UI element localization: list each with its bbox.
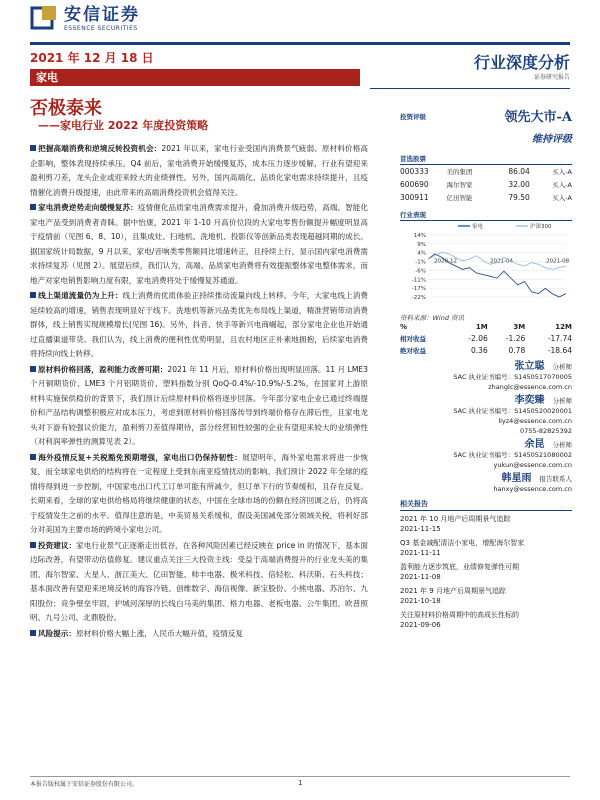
chart-title: 行业表现 bbox=[400, 210, 572, 221]
rating-value: 领先大市-A bbox=[504, 110, 572, 125]
y-tick-label: 14% bbox=[413, 233, 426, 239]
analyst-header bbox=[400, 474, 572, 484]
chart-source: 资料来源：Wind 资讯 bbox=[400, 314, 465, 322]
analyst-sac: SAC 执业证书编号：S1450521080002 bbox=[453, 451, 572, 459]
related-title: 盈利能力逐步筑底，业绩修复弹性可期 bbox=[400, 563, 519, 571]
paragraph-text: 疫情催化品质家电消费需求提升，叠加消费升级趋势，高端、智能化家电产品受到消费者青睐。据中怡康，2021 年 1-10 月高价位段的大家电零售份额提升幅度明显高于疫情前（见图 6、8、10），且集成灶、扫地机、洗地机、投影仪等创新品类表现超越同期的成长。据国家统计局数据，9 月以来，家电/音响类零售额同比增速转正，且持续上行，显示国内家电消费需求持续复苏（见图 2）。展望后续，我们认为，高端、品质家电消费将有效提振整体家电整体需求，而地产对家电销售影响力度有限，家电消费将处于缓慢复苏通道。 bbox=[30, 203, 369, 285]
y-tick-label: -6% bbox=[415, 268, 426, 275]
related-title: 2021 年 10 月地产后周期景气追踪 bbox=[400, 515, 511, 523]
stock-row bbox=[400, 165, 572, 178]
analyst-list bbox=[400, 362, 572, 494]
related-date: 2021-09-06 bbox=[400, 621, 441, 629]
analyst-email[interactable]: zhanglc@essence.com.cn bbox=[488, 383, 572, 391]
paragraph-text: 2021 年 11 月后，原材料价格出现明显回落。11 月 LME3 个月铜期货价、LME3 个月铝期货价、塑料指数分别 QoQ-0.4%/-10.9%/-5.2%。在国家对上游原材料实施保供稳价的背景下，我们预计后续原材料价格将逐步回落。今年部分家电企业已通过终端提价和产品结构调整积极应对成本压力，考虑到原材料价格回落传导到终端价格存在滞后性，且家电龙头对下游有较强议价能力，盈利剪刀差值得期待，部分经营韧性较强的企业有望迎来较大的业绩弹性（对利润率弹性的测算见表 2）。 bbox=[30, 364, 368, 446]
y-tick-label: -11% bbox=[411, 277, 426, 284]
stock-price: 32.00 bbox=[508, 180, 530, 189]
perf-header: 12M bbox=[555, 323, 572, 331]
report-sub: 证券研究报告 bbox=[533, 74, 570, 81]
performance-table bbox=[400, 322, 572, 356]
stock-price: 79.50 bbox=[508, 193, 530, 202]
summary-paragraph bbox=[30, 451, 368, 538]
analyst-phone: 0755-82825392 bbox=[520, 427, 572, 435]
paragraph-text: 原材料价格大幅上涨，人民币大幅升值，疫情反复 bbox=[75, 628, 244, 638]
related-title: 关注原材料价格周期中的高成长性标的 bbox=[400, 611, 519, 619]
bullet-square-icon bbox=[30, 542, 36, 548]
analyst-sac: SAC 执业证书编号：S1450517070005 bbox=[453, 373, 572, 381]
logo-mark-icon bbox=[30, 4, 58, 32]
related-title: 2021 年 9 月地产后周期景气追踪 bbox=[400, 587, 506, 595]
bullet-square-icon bbox=[30, 292, 36, 298]
paragraph-text: 线上消费的优质体验正持续推动流量向线上转移。今年，大家电线上消费延续较高的增速，销售表现明显好于线下。洗地机等新兴品类优先布局线上渠道，精准营销带动消费群体，线上销售实现规模增长(见图 16)。另外，抖音、快手等新兴电商崛起，部分家电企业也开始通过直播渠道带货。我们认为，线上消费的便利性优势明显，且农村地区正朴素地拥抱，后续家电消费将持续向线上转移。 bbox=[30, 291, 368, 358]
perf-value: -2.06 bbox=[468, 333, 488, 343]
stock-price: 86.04 bbox=[508, 167, 530, 176]
analyst-role: 分析师 bbox=[552, 363, 572, 371]
bullet-square-icon bbox=[30, 630, 36, 636]
perf-value: -18.64 bbox=[547, 345, 572, 355]
rating-box bbox=[400, 100, 572, 148]
stocks-table bbox=[400, 165, 572, 204]
analyst-block bbox=[400, 396, 572, 436]
analyst-email[interactable]: yukun@essence.com.cn bbox=[493, 461, 572, 469]
perf-label: 绝对收益 bbox=[400, 346, 426, 355]
stock-code: 300911 bbox=[400, 193, 429, 202]
sidebar bbox=[400, 100, 572, 634]
related-report[interactable] bbox=[400, 610, 572, 630]
report-title: 否极泰来 bbox=[30, 98, 102, 119]
right-divider bbox=[370, 88, 570, 89]
y-tick-label: 4% bbox=[417, 250, 426, 257]
report-date: 2021 年 12 月 18 日 bbox=[30, 51, 154, 65]
analyst-block bbox=[400, 362, 572, 392]
legend-label: 沪深300 bbox=[530, 224, 552, 230]
bullet-square-icon bbox=[30, 454, 36, 460]
related-date: 2021-11-11 bbox=[400, 549, 441, 557]
analyst-name: 李奕臻 bbox=[514, 395, 545, 406]
y-tick-label: -1% bbox=[415, 259, 426, 266]
stock-row bbox=[400, 178, 572, 191]
report-type: 行业深度分析 bbox=[473, 53, 570, 72]
perf-row bbox=[400, 332, 572, 344]
paragraph-heading: 风险提示： bbox=[38, 628, 76, 638]
analyst-email[interactable]: liyz4@essence.com.cn bbox=[498, 417, 572, 425]
summary-paragraph bbox=[30, 363, 368, 450]
brand-name-en: ESSENCE SECURITIES bbox=[64, 24, 138, 32]
bullet-square-icon bbox=[30, 145, 36, 151]
sector-label: 家电 bbox=[30, 69, 360, 86]
paragraph-text: 2021 年以来，家电行业受国内消费景气疲弱、原材料价格高企影响，整体表现持续承压。Q4 前后，家电消费开始缓慢复苏，成本压力逐步缓解，行业有望迎来盈利剪刀差，龙头企业或迎来较大的业绩弹性。另外，国内高端化、品质化家电需求持续提升，且疫情催化消费升级提速，由此带来的高端消费投资机会值得关注。 bbox=[30, 144, 368, 197]
x-tick-label: 2021-04 bbox=[490, 258, 514, 265]
stock-code: 600690 bbox=[400, 180, 429, 189]
page-number: 1 bbox=[298, 779, 303, 787]
analyst-header bbox=[400, 362, 572, 372]
paragraph-heading: 海外疫情反复+关税豁免预期增强，家电出口仍保持韧性： bbox=[38, 452, 243, 462]
legend-label: 家电 bbox=[472, 224, 484, 230]
bullet-square-icon bbox=[30, 204, 36, 210]
footer-note: 本报告版权属于安信证券股份有限公司。 bbox=[30, 781, 139, 788]
y-tick-label: 9% bbox=[417, 241, 426, 248]
paragraph-heading: 线上渠道流量仍为上升： bbox=[38, 291, 123, 300]
summary-paragraph bbox=[30, 627, 368, 642]
stock-row bbox=[400, 191, 572, 204]
perf-header: % bbox=[400, 323, 408, 331]
analyst-role: 分析师 bbox=[552, 441, 572, 449]
stock-name: 美的集团 bbox=[446, 168, 473, 176]
stock-rating: 买入-A bbox=[552, 194, 572, 202]
related-report[interactable] bbox=[400, 514, 572, 534]
analyst-name: 余昆 bbox=[524, 439, 545, 450]
summary-paragraph bbox=[30, 201, 368, 288]
analyst-email[interactable]: hanxy@essence.com.cn bbox=[493, 485, 572, 493]
stock-rating: 买入-A bbox=[552, 181, 572, 189]
stock-name: 亿田智能 bbox=[446, 194, 473, 202]
footer bbox=[30, 776, 570, 788]
perf-label: 相对收益 bbox=[400, 334, 426, 343]
analyst-block bbox=[400, 474, 572, 494]
analyst-name: 张立聪 bbox=[514, 361, 545, 372]
analyst-block bbox=[400, 440, 572, 470]
related-date: 2021-11-08 bbox=[400, 573, 441, 581]
related-report[interactable] bbox=[400, 586, 572, 606]
analyst-header bbox=[400, 396, 572, 406]
perf-header: 3M bbox=[513, 323, 526, 331]
perf-row bbox=[400, 344, 572, 356]
analyst-header bbox=[400, 440, 572, 450]
analyst-name: 韩星雨 bbox=[501, 473, 532, 484]
x-tick-label: 2021-08 bbox=[546, 258, 570, 265]
y-tick-label: -22% bbox=[411, 295, 426, 301]
stock-code: 000333 bbox=[400, 167, 429, 176]
summary-paragraph bbox=[30, 539, 368, 626]
perf-value: 0.36 bbox=[471, 345, 488, 355]
related-header: 相关报告 bbox=[400, 499, 572, 511]
performance-chart bbox=[400, 221, 572, 309]
rating-label: 投资评级 bbox=[400, 113, 426, 121]
analyst-sac: SAC 执业证书编号：S1450520020001 bbox=[453, 407, 572, 415]
stocks-header: 首选股票 bbox=[400, 154, 572, 165]
paragraph-heading: 把握高端消费和逆境反转投资机会： bbox=[38, 144, 162, 153]
related-report[interactable] bbox=[400, 538, 572, 558]
related-date: 2021-11-15 bbox=[400, 525, 441, 533]
header-divider bbox=[30, 42, 570, 45]
summary-paragraph bbox=[30, 289, 368, 362]
report-subtitle: ——家电行业 2022 年度投资策略 bbox=[38, 119, 209, 132]
related-list bbox=[400, 514, 572, 630]
analyst-role: 分析师 bbox=[552, 397, 572, 405]
brand-name-cn: 安信证券 bbox=[64, 4, 140, 25]
perf-value: -1.26 bbox=[505, 333, 526, 343]
stock-name: 海尔智家 bbox=[446, 181, 473, 189]
stock-rating: 买入-A bbox=[552, 168, 572, 176]
related-report[interactable] bbox=[400, 562, 572, 582]
perf-header: 1M bbox=[475, 323, 488, 331]
related-date: 2021-10-18 bbox=[400, 597, 441, 605]
paragraph-text: 家电行业景气正逐渐走出低谷，在各种风险因素已经反映在 price in 的情况下，基本面边际改善，有望带动估值修复。建议重点关注三大投资主线：受益于高端消费提升的行业龙头美的集团、海尔智家、大星人、浙江美大、亿田智能、帅丰电器、极米科技、倍轻松、科沃斯、石头科技；基本面改善有望迎来逆境反转的海容冷链、创维数字、海信视像、新宝股份、小熊电器、苏泊尔、九阳股份；竞争壁垒牢固，护城河深厚的长线白马美的集团、格力电器、老板电器、公牛集团、欧普照明、九号公司、北鼎股份。 bbox=[30, 540, 369, 622]
analyst-role: 报告联系人 bbox=[539, 475, 572, 483]
bullet-square-icon bbox=[30, 366, 36, 372]
y-tick-label: -17% bbox=[411, 286, 426, 293]
summary-body bbox=[30, 142, 368, 642]
paragraph-heading: 家电消费逆势走向缓慢复苏： bbox=[38, 203, 138, 212]
related-title: Q3 基金减配清洁小家电，增配海尔智家 bbox=[400, 539, 525, 547]
paragraph-text: 展望明年，海外家电需求将进一步恢复，而全球家电供给的结构将在一定程度上受到东南亚疫情扰动的影响。我们预计 2022 年全球的疫情将得到进一步控制，中国家电出口代工订单可能有所减少，但订单下行的节奏缓和，且存在反复。长期来看，全球的家电供给格局将继续健康的状态，中国在全球市场的份额在经济回调之后，仍将高于疫情发生之前的水平。值得注意的是，中美贸易关系缓和，假设美国减免部分领域关税，将利好部分对美国为主要市场的跨境小家电公司。 bbox=[30, 452, 368, 534]
summary-paragraph bbox=[30, 142, 368, 200]
paragraph-heading: 原材料价格回落，盈利能力改善可期： bbox=[38, 364, 168, 374]
x-tick-label: 2020-12 bbox=[434, 258, 457, 265]
rating-action: 维持评级 bbox=[532, 134, 572, 145]
paragraph-heading: 投资建议： bbox=[38, 540, 77, 550]
brand-logo bbox=[30, 4, 140, 32]
perf-value: 0.78 bbox=[508, 345, 526, 355]
perf-value: -17.74 bbox=[547, 333, 572, 343]
